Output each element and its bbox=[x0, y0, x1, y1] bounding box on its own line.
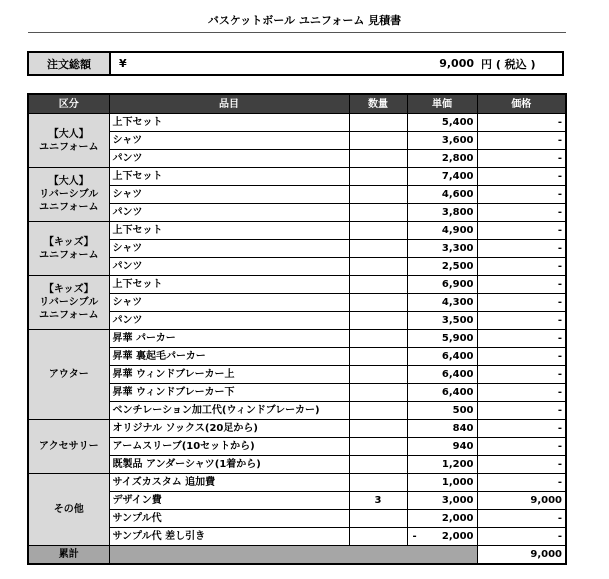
price-cell: - bbox=[477, 420, 566, 438]
table-row bbox=[28, 420, 566, 438]
item-cell: サンプル代 bbox=[109, 510, 349, 528]
price-cell: - bbox=[477, 204, 566, 222]
summary-spacer bbox=[109, 546, 477, 565]
item-cell: オリジナル ソックス(20足から) bbox=[109, 420, 349, 438]
qty-cell[interactable] bbox=[349, 456, 407, 474]
item-cell: パンツ bbox=[109, 312, 349, 330]
title-underline bbox=[28, 32, 566, 33]
table-row bbox=[28, 222, 566, 240]
price-cell: - bbox=[477, 186, 566, 204]
table-row bbox=[28, 456, 566, 474]
qty-cell[interactable] bbox=[349, 204, 407, 222]
table-row bbox=[28, 384, 566, 402]
unit-price-cell: 2,500 bbox=[407, 258, 477, 276]
document-title: バスケットボール ユニフォーム 見積書 bbox=[207, 14, 402, 27]
qty-cell[interactable] bbox=[349, 150, 407, 168]
category-cell: その他 bbox=[28, 474, 109, 546]
item-cell: 上下セット bbox=[109, 276, 349, 294]
table-header-row bbox=[28, 94, 566, 114]
item-cell: 上下セット bbox=[109, 168, 349, 186]
qty-cell[interactable] bbox=[349, 474, 407, 492]
price-cell: - bbox=[477, 150, 566, 168]
unit-price-cell: 1,000 bbox=[407, 474, 477, 492]
negative-mark: - bbox=[412, 531, 417, 542]
qty-cell[interactable] bbox=[349, 222, 407, 240]
unit-price-cell: 2,000 bbox=[407, 510, 477, 528]
table-row bbox=[28, 438, 566, 456]
item-cell: パンツ bbox=[109, 258, 349, 276]
unit-price-cell bbox=[407, 528, 477, 546]
unit-price-cell: 4,900 bbox=[407, 222, 477, 240]
item-cell: ベンチレーション加工代(ウィンドブレーカー) bbox=[109, 402, 349, 420]
price-cell: - bbox=[477, 348, 566, 366]
qty-cell[interactable] bbox=[349, 420, 407, 438]
qty-cell[interactable] bbox=[349, 276, 407, 294]
price-cell: - bbox=[477, 438, 566, 456]
qty-cell[interactable] bbox=[349, 132, 407, 150]
item-cell: サイズカスタム 追加費 bbox=[109, 474, 349, 492]
category-cell: アクセサリー bbox=[28, 420, 109, 474]
order-total-label: 注文総額 bbox=[29, 53, 111, 74]
item-cell: シャツ bbox=[109, 240, 349, 258]
table-row bbox=[28, 510, 566, 528]
qty-cell[interactable] bbox=[349, 402, 407, 420]
category-cell: 【大人】 ユニフォーム bbox=[28, 114, 109, 168]
category-cell: 【キッズ】 ユニフォーム bbox=[28, 222, 109, 276]
unit-price-cell: 6,400 bbox=[407, 366, 477, 384]
unit-price-cell: 3,000 bbox=[407, 492, 477, 510]
table-row bbox=[28, 204, 566, 222]
table-row bbox=[28, 240, 566, 258]
category-cell: 【大人】 リバーシブル ユニフォーム bbox=[28, 168, 109, 222]
qty-cell[interactable] bbox=[349, 330, 407, 348]
unit-price-cell: 6,400 bbox=[407, 348, 477, 366]
unit-price-cell: 2,800 bbox=[407, 150, 477, 168]
table-row bbox=[28, 150, 566, 168]
summary-value: 9,000 bbox=[477, 546, 566, 565]
price-cell: - bbox=[477, 312, 566, 330]
category-cell: アウター bbox=[28, 330, 109, 420]
category-cell: 【キッズ】 リバーシブル ユニフォーム bbox=[28, 276, 109, 330]
price-cell: - bbox=[477, 258, 566, 276]
qty-cell[interactable] bbox=[349, 258, 407, 276]
qty-cell[interactable] bbox=[349, 186, 407, 204]
table-row bbox=[28, 258, 566, 276]
table-row bbox=[28, 114, 566, 132]
unit-price-cell: 840 bbox=[407, 420, 477, 438]
order-total-value: 9,000 bbox=[439, 57, 474, 70]
item-cell: パンツ bbox=[109, 150, 349, 168]
price-cell: - bbox=[477, 330, 566, 348]
summary-label: 累計 bbox=[28, 546, 109, 565]
unit-price-cell: 4,300 bbox=[407, 294, 477, 312]
item-cell: サンプル代 差し引き bbox=[109, 528, 349, 546]
unit-price-cell: 500 bbox=[407, 402, 477, 420]
unit-price-cell: 3,500 bbox=[407, 312, 477, 330]
table-row bbox=[28, 330, 566, 348]
qty-cell[interactable] bbox=[349, 168, 407, 186]
unit-price-value: 2,000 bbox=[441, 531, 474, 542]
item-cell: シャツ bbox=[109, 132, 349, 150]
qty-cell[interactable] bbox=[349, 510, 407, 528]
unit-price-cell: 5,400 bbox=[407, 114, 477, 132]
item-cell: 昇華 裏起毛パーカー bbox=[109, 348, 349, 366]
qty-cell[interactable] bbox=[349, 366, 407, 384]
qty-cell[interactable] bbox=[349, 312, 407, 330]
item-cell: 昇華 ウィンドブレーカー下 bbox=[109, 384, 349, 402]
header-unit-price: 単価 bbox=[407, 94, 477, 114]
table-row bbox=[28, 294, 566, 312]
table-row bbox=[28, 402, 566, 420]
price-cell: - bbox=[477, 276, 566, 294]
table-row bbox=[28, 492, 566, 510]
price-cell: - bbox=[477, 168, 566, 186]
header-price: 価格 bbox=[477, 94, 566, 114]
item-cell: シャツ bbox=[109, 294, 349, 312]
price-cell: - bbox=[477, 528, 566, 546]
price-cell: - bbox=[477, 474, 566, 492]
table-row bbox=[28, 312, 566, 330]
qty-cell[interactable] bbox=[349, 114, 407, 132]
unit-price-cell: 3,800 bbox=[407, 204, 477, 222]
table-row bbox=[28, 168, 566, 186]
price-cell: - bbox=[477, 114, 566, 132]
unit-price-cell: 7,400 bbox=[407, 168, 477, 186]
currency-symbol: ¥ bbox=[119, 57, 127, 70]
unit-price-cell: 6,400 bbox=[407, 384, 477, 402]
price-cell: - bbox=[477, 294, 566, 312]
table-row bbox=[28, 366, 566, 384]
price-cell: - bbox=[477, 222, 566, 240]
item-cell: アームスリーブ(10セットから) bbox=[109, 438, 349, 456]
header-qty: 数量 bbox=[349, 94, 407, 114]
unit-price-cell: 3,600 bbox=[407, 132, 477, 150]
unit-price-cell: 940 bbox=[407, 438, 477, 456]
price-cell: - bbox=[477, 240, 566, 258]
summary-row bbox=[28, 546, 566, 565]
table-row bbox=[28, 348, 566, 366]
item-cell: 上下セット bbox=[109, 222, 349, 240]
price-cell: - bbox=[477, 132, 566, 150]
qty-cell[interactable]: 3 bbox=[349, 492, 407, 510]
item-cell: パンツ bbox=[109, 204, 349, 222]
qty-cell[interactable] bbox=[349, 384, 407, 402]
estimate-table bbox=[27, 93, 567, 565]
unit-price-cell: 5,900 bbox=[407, 330, 477, 348]
unit-price-cell: 4,600 bbox=[407, 186, 477, 204]
item-cell: 昇華 パーカー bbox=[109, 330, 349, 348]
qty-cell[interactable] bbox=[349, 348, 407, 366]
table-row bbox=[28, 528, 566, 546]
table-row bbox=[28, 276, 566, 294]
table-row bbox=[28, 186, 566, 204]
price-cell: - bbox=[477, 384, 566, 402]
order-total-unit: 円 ( 税込 ) bbox=[481, 57, 536, 71]
unit-price-cell: 6,900 bbox=[407, 276, 477, 294]
price-cell: - bbox=[477, 456, 566, 474]
item-cell: 既製品 アンダーシャツ(1着から) bbox=[109, 456, 349, 474]
header-item: 品目 bbox=[109, 94, 349, 114]
price-cell: - bbox=[477, 366, 566, 384]
item-cell: デザイン費 bbox=[109, 492, 349, 510]
item-cell: 上下セット bbox=[109, 114, 349, 132]
qty-cell[interactable] bbox=[349, 240, 407, 258]
item-cell: 昇華 ウィンドブレーカー上 bbox=[109, 366, 349, 384]
unit-price-cell: 3,300 bbox=[407, 240, 477, 258]
table-body bbox=[28, 114, 566, 546]
table-row bbox=[28, 132, 566, 150]
header-category: 区分 bbox=[28, 94, 109, 114]
price-cell: - bbox=[477, 510, 566, 528]
qty-cell[interactable] bbox=[349, 294, 407, 312]
table-row bbox=[28, 474, 566, 492]
item-cell: シャツ bbox=[109, 186, 349, 204]
qty-cell[interactable] bbox=[349, 438, 407, 456]
price-cell: 9,000 bbox=[477, 492, 566, 510]
unit-price-cell: 1,200 bbox=[407, 456, 477, 474]
order-total-box bbox=[27, 51, 564, 76]
qty-cell[interactable] bbox=[349, 528, 407, 546]
price-cell: - bbox=[477, 402, 566, 420]
